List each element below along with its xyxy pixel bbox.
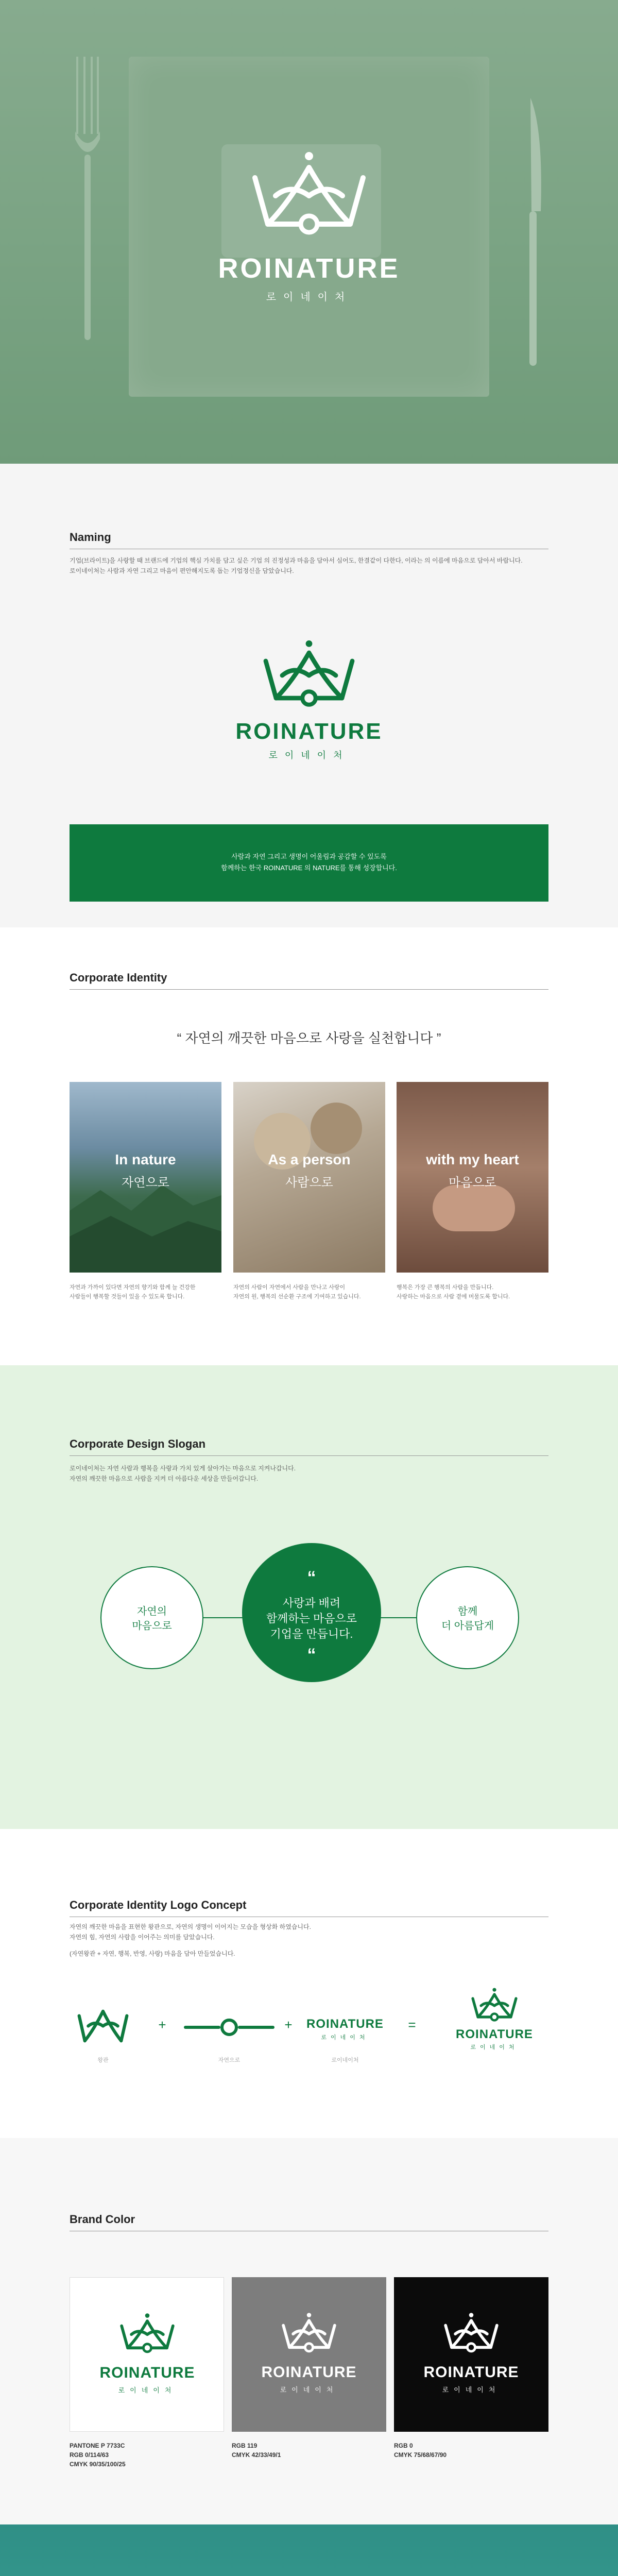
identity-quote: “ 자연의 깨끗한 마음으로 사랑을 실천합니다 ” [177, 1030, 441, 1046]
brand-color-title: Brand Color [70, 2213, 135, 2226]
card-title-ko: 사람으로 [285, 1176, 333, 1190]
hero-logo-icon [239, 147, 379, 250]
card-desc-2: 자연의 원, 행복의 선순환 구조에 기여하고 있습니다. [233, 1294, 361, 1300]
slogan-desc-1: 로이네이처는 자연 사람과 행복을 사랑과 가치 있게 살아가는 마음으로 지켜나갑니다. [70, 1465, 296, 1472]
slogan-center-line-3: 기업을 만듭니다. [270, 1628, 353, 1640]
card-title-ko: 마음으로 [449, 1176, 496, 1190]
logo-concept-title: Corporate Identity Logo Concept [70, 1899, 247, 1911]
concept-desc-1: 자연의 깨끗한 마음을 표현한 왕관으로, 자연의 생명이 이어지는 모습을 형상화 하였습니다. [70, 1923, 311, 1930]
concept-desc-3: (자연왕관 + 자연, 행복, 반영, 사랑) 마음을 담아 만들었습니다. [70, 1950, 235, 1957]
swatch-1-code-3: CMYK 90/35/100/25 [70, 2461, 126, 2468]
brand-color-section [0, 2138, 618, 2524]
card-desc-3: 사랑하는 마음으로 사람 곁에 머물도록 합니다. [397, 1294, 510, 1300]
card-desc-1: 사람들이 행복할 것들이 있을 수 있도록 합니다. [70, 1294, 185, 1300]
naming-desc-1: 기업(브라이트)을 사랑할 때 브랜드에 기업의 핵심 가치를 담고 싶은 기업 의 진정성과 마음을 담아서 심어도, 한결같이 다한다, 이라는 의 이름에 마음으로 담아서 바랍니다. [70, 557, 523, 564]
swatch-1-code-2: RGB 0/114/63 [70, 2451, 109, 2459]
concept-caption-1: 왕관 [97, 2057, 109, 2063]
identity-card-3 [397, 1082, 548, 1273]
naming-logo-ko: 로이네이처 [268, 750, 350, 760]
final-logo-en: ROINATURE [456, 2027, 533, 2041]
identity-card-1 [70, 1082, 221, 1273]
swatch-2-code-1: RGB 119 [232, 2442, 258, 2449]
equals-sign: = [408, 2017, 416, 2032]
slogan-section [0, 1365, 618, 1829]
slogan-desc-2: 자연의 깨끗한 마음으로 사람을 지켜 더 아름다운 세상을 만들어갑니다. [70, 1475, 259, 1482]
swatch-2-code-2: CMYK 42/33/49/1 [232, 2451, 281, 2459]
card-title-ko: 자연으로 [122, 1176, 169, 1190]
swatch-brand-ko: 로이네이처 [442, 2386, 501, 2394]
swatch-brand-en: ROINATURE [423, 2364, 519, 2381]
slogan-circle-center [242, 1543, 381, 1682]
swatch-brand-en: ROINATURE [261, 2364, 357, 2381]
swatch-black [394, 2277, 548, 2432]
concept-word-ko: 로이네이처 [321, 2035, 369, 2041]
divider [70, 989, 548, 990]
fork-icon [72, 57, 103, 345]
quote-mark-top: “ [307, 1568, 316, 1587]
final-logo-ko: 로이네이처 [470, 2044, 519, 2050]
identity-card-2 [233, 1082, 385, 1273]
swatch-brand-en: ROINATURE [99, 2364, 195, 2381]
hands-shape [433, 1185, 515, 1231]
person-shape [311, 1103, 362, 1154]
naming-title: Naming [70, 531, 111, 544]
bond-icon [183, 2014, 276, 2040]
slogan-title: Corporate Design Slogan [70, 1437, 206, 1450]
quote-mark-bottom: “ [307, 1645, 316, 1665]
card-title-en: with my heart [426, 1151, 519, 1167]
naming-desc-2: 로이네이처는 사람과 자연 그리고 마음이 편안해지도록 돕는 기업정신을 담았습니다. [70, 567, 294, 574]
identity-section [0, 927, 618, 1365]
banner-line-1: 사람과 자연 그리고 생명이 어울림과 공감할 수 있도록 [231, 853, 387, 860]
identity-title: Corporate Identity [70, 971, 167, 984]
stand-mockup-section [0, 2524, 618, 2576]
slogan-circle-left [100, 1566, 203, 1669]
banner-line-2: 함께하는 한국 ROINATURE 의 NATURE를 통해 성장합니다. [221, 864, 397, 872]
slogan-center-line-2: 함께하는 마음으로 [266, 1612, 357, 1625]
divider [70, 1455, 548, 1456]
swatch-3-code-1: RGB 0 [394, 2442, 413, 2449]
logo-concept-section [0, 1829, 618, 2138]
swatch-logo-icon [276, 2311, 342, 2360]
naming-logo-icon [250, 636, 368, 719]
card-title-en: As a person [268, 1151, 351, 1167]
swatch-brand-ko: 로이네이처 [280, 2386, 338, 2394]
card-desc-3: 행복은 가장 큰 행복의 사람을 만듭니다. [397, 1284, 494, 1291]
crown-icon [72, 2007, 134, 2045]
slogan-right-text: 함께 더 아름답게 [441, 1606, 494, 1632]
concept-caption-3: 로이네이처 [331, 2057, 359, 2063]
plus-sign: + [158, 2017, 166, 2032]
swatch-1-code-1: PANTONE P 7733C [70, 2442, 125, 2449]
mountain-shape [70, 1180, 221, 1273]
concept-word-en: ROINATURE [306, 2017, 384, 2031]
card-desc-2: 자연의 사람이 자연에서 사람을 만나고 사랑이 [233, 1284, 346, 1291]
swatch-logo-icon [438, 2311, 505, 2360]
card-desc-1: 자연과 가까이 있다면 자연의 향기와 함께 늘 건강한 [70, 1284, 196, 1291]
naming-banner [70, 824, 548, 902]
hero-brand-en: ROINATURE [218, 253, 400, 284]
swatch-logo-icon [114, 2311, 181, 2360]
slogan-left-text: 자연의 마음으로 [132, 1606, 172, 1632]
swatch-3-code-2: CMYK 75/68/67/90 [394, 2451, 447, 2459]
naming-logo-en: ROINATURE [235, 719, 383, 744]
slogan-center-line-1: 사랑과 배려 [282, 1597, 341, 1609]
final-logo-icon [466, 1986, 523, 2027]
concept-desc-2: 자연의 힘, 자연의 사람을 이어주는 의미를 담았습니다. [70, 1934, 215, 1941]
card-title-en: In nature [115, 1151, 176, 1167]
hero-brand-ko: 로이네이처 [266, 292, 352, 303]
swatch-white [70, 2277, 224, 2432]
swatch-brand-ko: 로이네이처 [118, 2386, 177, 2394]
hero-section [0, 0, 618, 464]
knife-icon [520, 98, 546, 366]
swatch-gray [232, 2277, 386, 2432]
plus-sign: + [284, 2017, 293, 2032]
naming-section [0, 464, 618, 927]
slogan-circle-right [416, 1566, 519, 1669]
concept-caption-2: 자연으로 [218, 2057, 241, 2063]
